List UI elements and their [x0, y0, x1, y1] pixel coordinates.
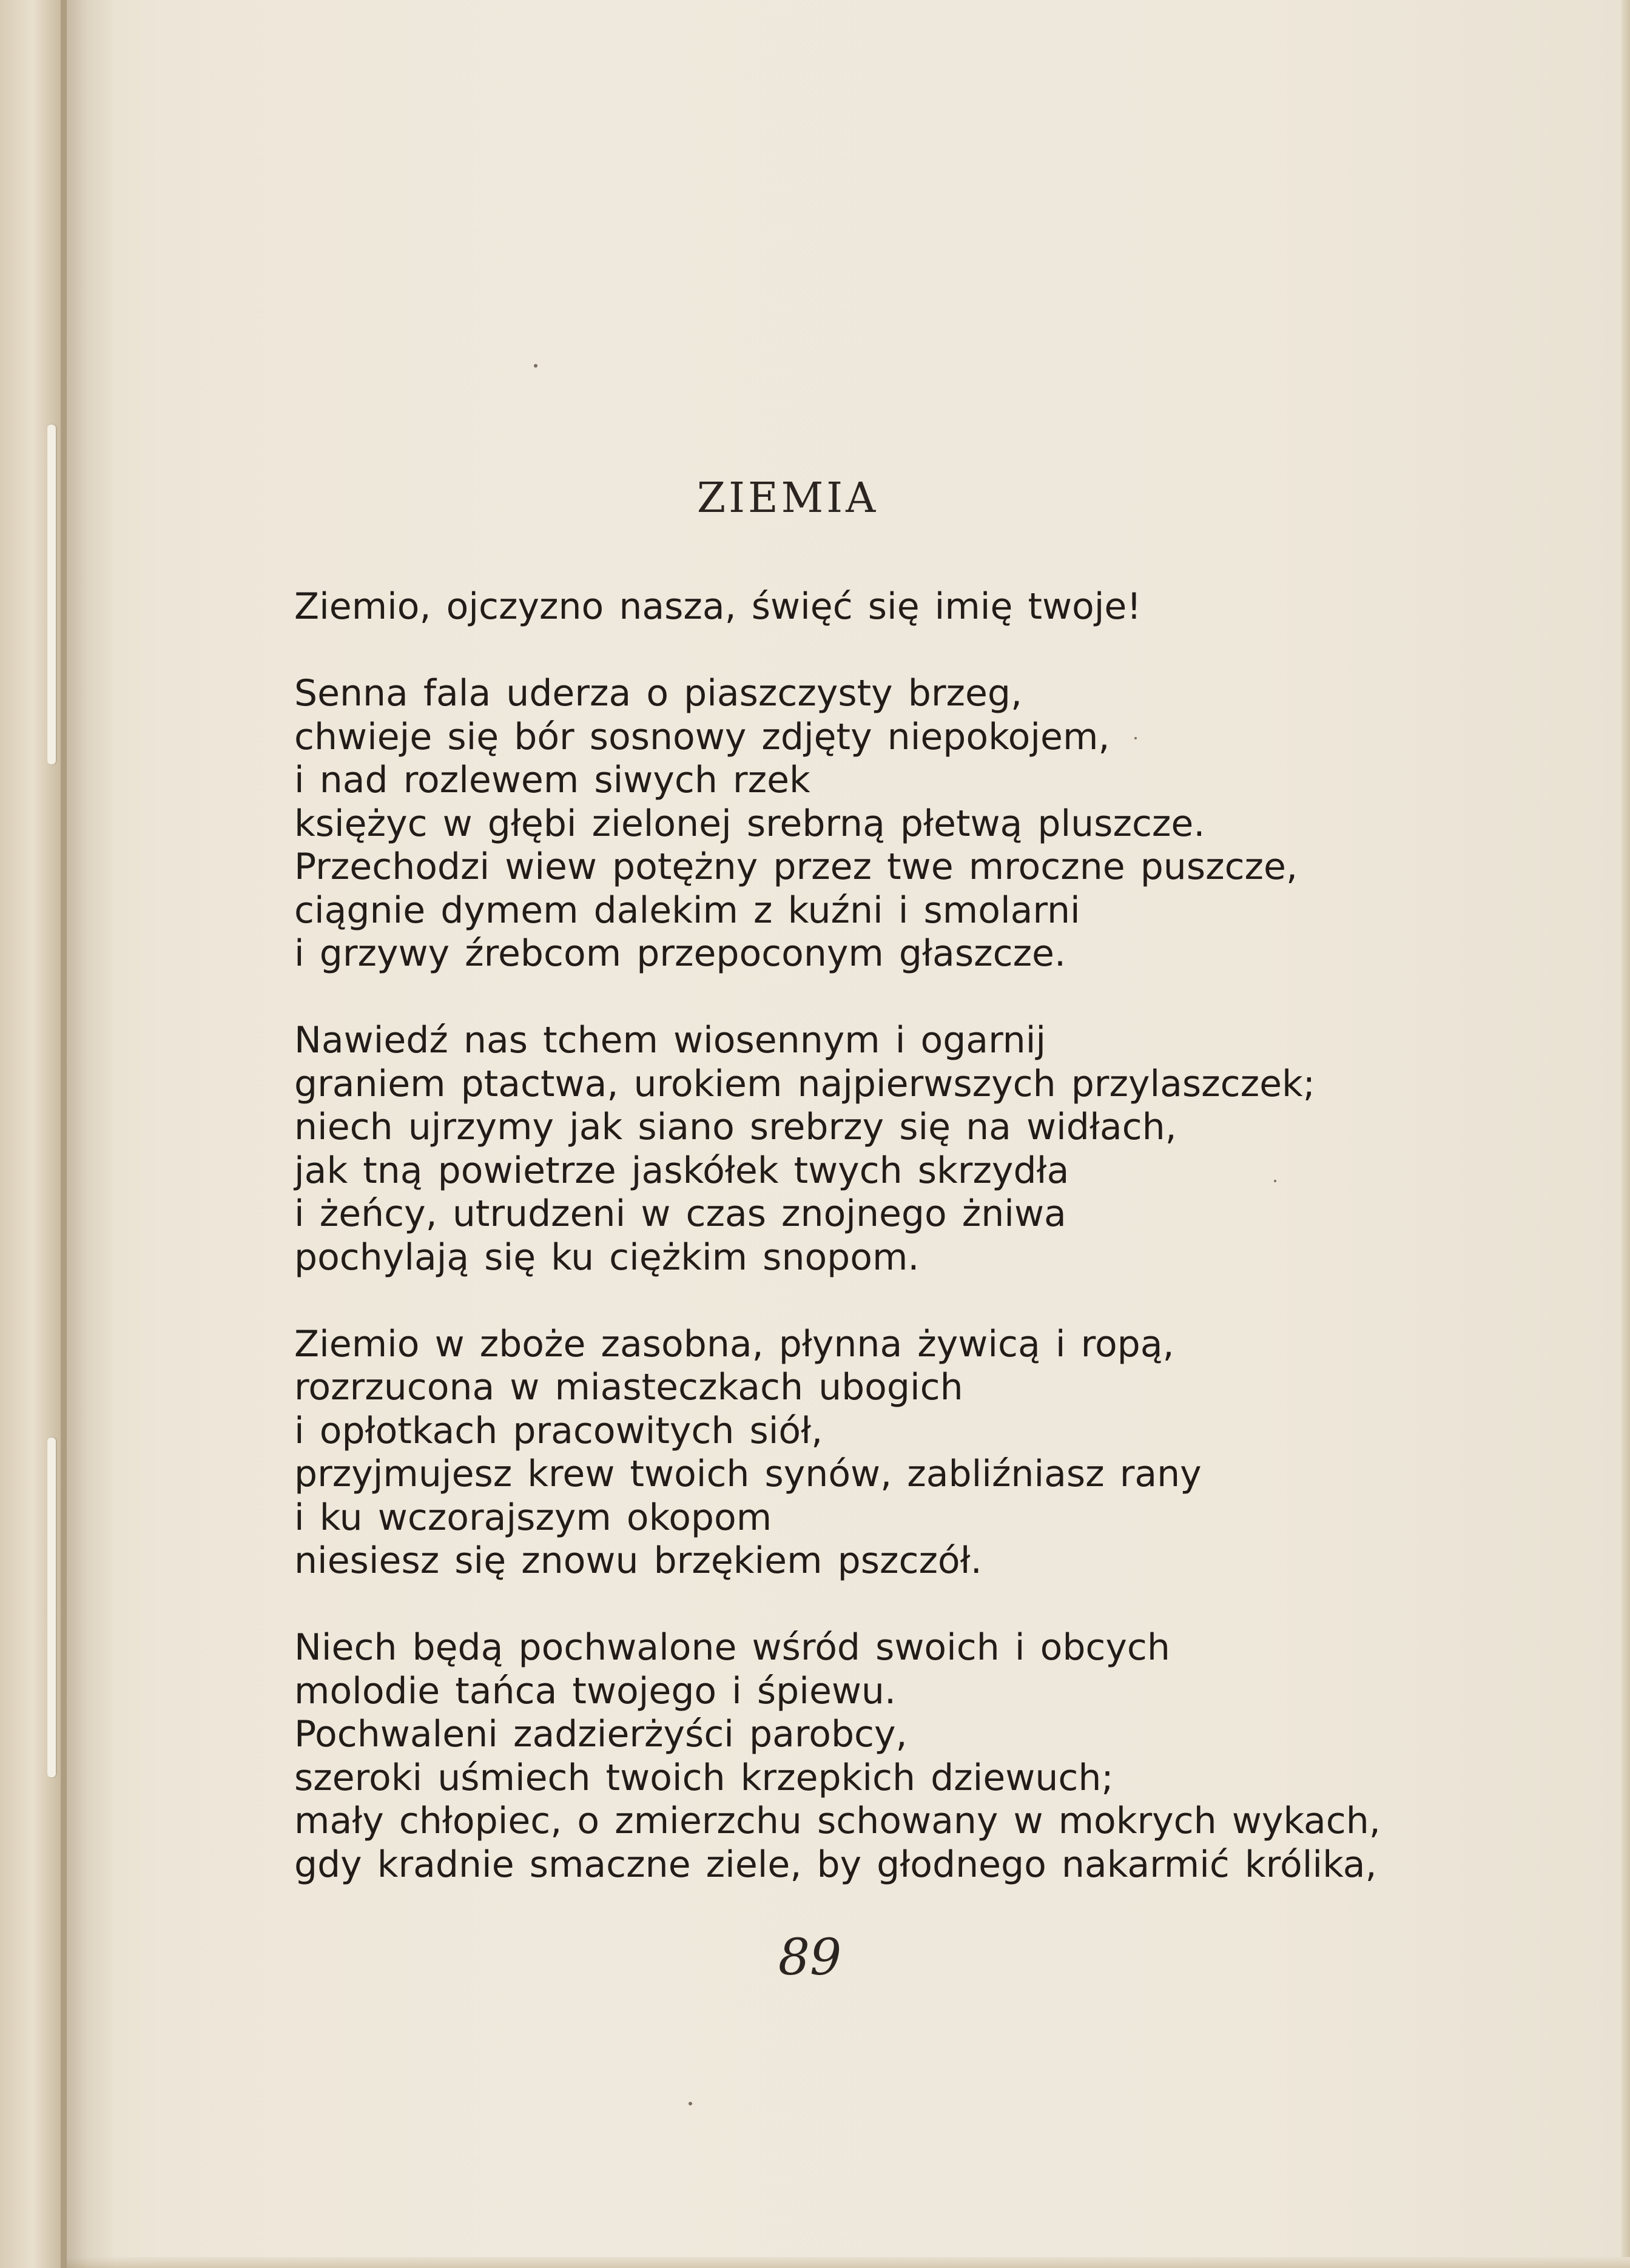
poem-line: księżyc w głębi zielonej srebrną płetwą pluszcze. [294, 802, 1205, 845]
poem-line: i opłotkach pracowitych siół, [294, 1409, 823, 1452]
poem-line: Niech będą pochwalone wśród swoich i obcych [294, 1626, 1170, 1669]
stanza-4 [294, 1323, 1447, 1583]
poem-line: przyjmujesz krew twoich synów, zabliźniasz rany [294, 1453, 1202, 1495]
poem-line: i żeńcy, utrudzeni w czas znojnego żniwa [294, 1193, 1066, 1235]
book-page [67, 0, 1630, 2268]
page-bottom-edge [67, 2257, 1630, 2268]
binding-thread-lower [47, 1438, 56, 1777]
poem-line: ciągnie dymem dalekim z kuźni i smolarni [294, 889, 1080, 932]
stanza-5 [294, 1626, 1447, 1886]
poem-line: mały chłopiec, o zmierzchu schowany w mokrych wykach, [294, 1800, 1381, 1842]
poem-line: chwieje się bór sosnowy zdjęty niepokojem, [294, 715, 1110, 758]
poem-line: Przechodzi wiew potężny przez twe mroczne puszcze, [294, 846, 1298, 888]
poem-line: Nawiedź nas tchem wiosennym i ogarnij [294, 1019, 1046, 1062]
poem-line: gdy kradnie smaczne ziele, by głodnego nakarmić królika, [294, 1843, 1377, 1886]
poem-line: i nad rozlewem siwych rzek [294, 759, 810, 801]
poem-line: niesiesz się znowu brzękiem pszczół. [294, 1539, 982, 1582]
poem-line: rozrzucona w miasteczkach ubogich [294, 1366, 963, 1408]
poem-line: i grzywy źrebcom przepoconym głaszcze. [294, 932, 1066, 975]
poem-line: szeroki uśmiech twoich krzepkich dziewuch; [294, 1756, 1114, 1799]
poem-line: molodie tańca twojego i śpiewu. [294, 1669, 897, 1712]
stanza-2 [294, 672, 1447, 976]
stanza-1 [294, 585, 1447, 629]
gutter-shadow [61, 0, 115, 2268]
poem-line: i ku wczorajszym okopom [294, 1496, 772, 1539]
paper-speck [534, 364, 537, 368]
page-right-edge [1622, 0, 1630, 2268]
paper-speck [1134, 737, 1137, 739]
poem-line: Ziemio, ojczyzno nasza, święć się imię twoje! [294, 585, 1142, 628]
poem-line: graniem ptactwa, urokiem najpierwszych przylaszczek; [294, 1062, 1315, 1105]
poem-line: jak tną powietrze jaskółek twych skrzydła [294, 1149, 1069, 1192]
paper-speck [689, 2102, 692, 2105]
poem-line: Ziemio w zboże zasobna, płynna żywicą i ropą, [294, 1322, 1174, 1365]
poem-line: Pochwaleni zadzierżyści parobcy, [294, 1713, 908, 1755]
poem-line: pochylają się ku ciężkim snopom. [294, 1236, 920, 1279]
poem-body [294, 585, 1447, 1886]
stanza-3 [294, 1019, 1447, 1279]
poem-line: niech ujrzymy jak siano srebrzy się na widłach, [294, 1106, 1177, 1148]
poem-line: Senna fala uderza o piaszczysty brzeg, [294, 672, 1023, 715]
poem-title: ZIEMIA [696, 474, 879, 522]
paper-speck [1274, 1180, 1276, 1182]
page-number: 89 [778, 1929, 842, 1987]
